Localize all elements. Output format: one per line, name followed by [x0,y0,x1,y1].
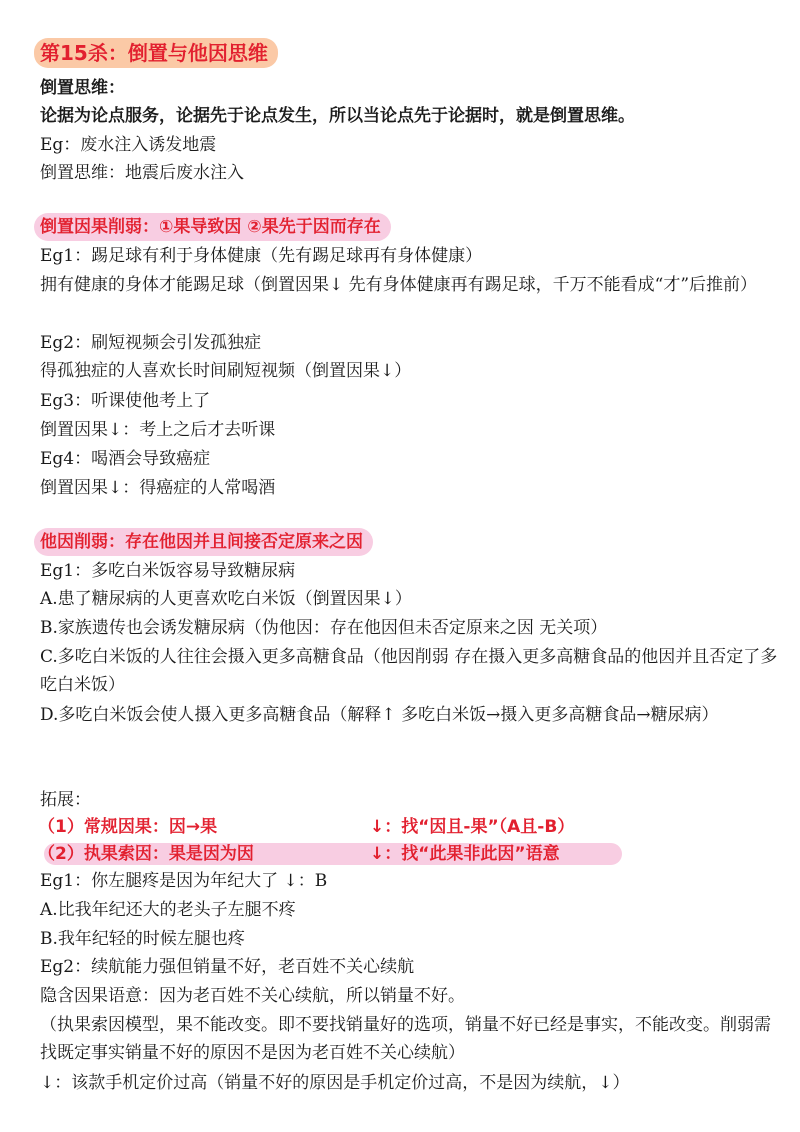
section2-line: Eg1：踢足球有利于身体健康（先有踢足球再有身体健康） [40,246,483,266]
section4-line: B.我年纪轻的时候左腿也疼 [40,929,245,949]
section2-line: 拥有健康的身体才能踢足球（倒置因果↓ 先有身体健康再有踢足球，千万不能看成“才”后推前） [40,275,758,295]
page-title-wrap [34,38,278,68]
section2-line: 倒置因果↓：考上之后才去听课 [40,420,276,440]
section2-line: 得孤独症的人喜欢长时间刷短视频（倒置因果↓） [40,361,412,381]
section3-line: B.家族遗传也会诱发糖尿病（伪他因：存在他因但未否定原来之因 无关项） [40,618,608,638]
section4-line: 隐含因果语意：因为老百姓不关心续航，所以销量不好。 [40,986,465,1006]
section4-line: （执果索因模型，果不能改变。即不要找销量好的选项，销量不好已经是事实，不能改变。削弱需找既定事实销量不好的原因不是因为老百姓不关心续航） [40,1015,771,1063]
section4-line: Eg2：续航能力强但销量不好，老百姓不关心续航 [40,957,415,977]
section4-line: ↓：该款手机定价过高（销量不好的原因是手机定价过高，不是因为续航，↓） [40,1073,630,1093]
section3-heading: 他因削弱：存在他因并且间接否定原来之因 [34,528,373,556]
section1-example: Eg：废水注入诱发地震 [40,135,217,155]
section2-heading: 倒置因果削弱：①果导致因 ②果先于因而存在 [34,213,391,241]
section4-line: A.比我年纪还大的老头子左腿不疼 [40,900,296,920]
section4-line: Eg1：你左腿疼是因为年纪大了 ↓：B [40,871,328,891]
section2-line: Eg3：听课使他考上了 [40,391,211,411]
extension-item-2-right: ↓：找“此果非此因”语意 [370,844,560,864]
section1-heading: 倒置思维： [40,78,125,98]
section2-heading-wrap [34,213,391,241]
extension-item-1-left: （1）常规因果：因→果 [38,817,218,837]
extension-item-1-right: ↓：找“因且-果”（A且-B） [370,817,575,837]
section1-inverse: 倒置思维：地震后废水注入 [40,163,244,183]
section3-heading-wrap [34,528,373,556]
section3-line: D.多吃白米饭会使人摄入更多高糖食品（解释↑ 多吃白米饭→摄入更多高糖食品→糖尿病） [40,705,719,725]
section2-line: 倒置因果↓：得癌症的人常喝酒 [40,478,276,498]
section3-line: C.多吃白米饭的人往往会摄入更多高糖食品（他因削弱 存在摄入更多高糖食品的他因并且否定了多吃白米饭） [40,647,778,695]
section3-line: Eg1：多吃白米饭容易导致糖尿病 [40,561,296,581]
page-title: 第15杀：倒置与他因思维 [34,38,278,68]
section2-line: Eg4：喝酒会导致癌症 [40,449,211,469]
section2-line: Eg2：刷短视频会引发孤独症 [40,333,262,353]
section3-line: A.患了糖尿病的人更喜欢吃白米饭（倒置因果↓） [40,589,412,609]
section1-definition: 论据为论点服务，论据先于论点发生，所以当论点先于论据时，就是倒置思维。 [40,106,635,126]
section4-heading: 拓展： [40,790,91,810]
extension-item-2-left: （2）执果索因：果是因为因 [38,844,254,864]
